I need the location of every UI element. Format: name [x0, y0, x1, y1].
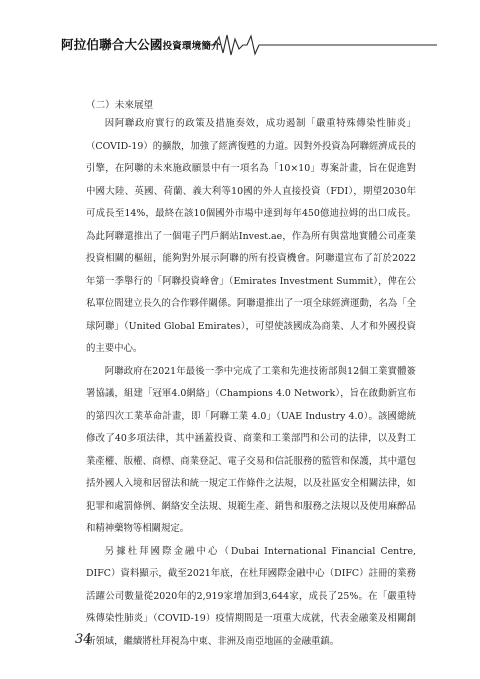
header-title-sub: 投資環境簡介: [162, 41, 221, 52]
page-number: 34: [75, 632, 92, 647]
heartbeat-line-icon: [207, 33, 437, 57]
paragraph-1: 因阿聯政府實行的政策及措施奏效，成功遏制「嚴重特殊傳染性肺炎」（COVID-19）的擴散，加強了經濟復甦的力道。因對外投資為阿聯經濟成長的引擎，在阿聯的未來施政願景中有一項名為「10×10」專案計畫，旨在促進對中國大陸、英國、荷蘭、義大利等10國的外人直接投資（FDI），期望2030年可成長至14%，最終在該10個國外市場中達到每年450億迪拉姆的出口成長。為此阿聯還推出了一個電子門戶網站Invest.ae，作為所有與當地實體公司產業投資相關的樞紐，能夠對外展示阿聯的所有投資機會。阿聯還宣布了訂於2022年第一季舉行的「阿聯投資峰會」（Emirates Investment Summit），俾在公私單位間建立長久的合作夥伴關係。阿聯還推出了一項全球經濟運動，名為「全球阿聯」（United Global Emirates），可望使該國成為商業、人才和外國投資的主要中心。: [86, 118, 416, 354]
header-title: [61, 35, 221, 53]
paragraph-2: 阿聯政府在2021年最後一季中完成了工業和先進技術部與12個工業實體簽署協議，組建「冠軍4.0網絡」（Champions 4.0 Network），旨在啟動新宣布的第四次工業革命計畫，即「阿聯工業 4.0」（UAE Industry 4.0）。該國總統修改了40多項法律，其中涵蓋投資、商業和工業部門和公司的法律，以及對工業產權、版權、商標、商業登記、電子交易和信託服務的監管和保護，其中還包括外國人入境和居留法和統一規定工作條件之法規，以及社區安全相關法律，如犯罪和處罰條例、網絡安全法規、規範生產、銷售和服務之法規以及使用麻醉品和精神藥物等相關規定。: [86, 365, 416, 534]
body-text: [86, 113, 416, 653]
running-header: [57, 33, 437, 57]
paragraph-3: 另據杜拜國際金融中心（Dubai International Financial Centre, DIFC）資料顯示，截至2021年底，在杜拜國際金融中心（DIFC）註冊的業務活躍公司數量從2020年的2,919家增加到3,644家，成長了25%。在「嚴重特殊傳染性肺炎」（COVID-19）疫情期間是一項重大成就，代表金融業及相關創新領域，繼續將杜拜視為中東、非洲及南亞地區的金融重鎮。: [86, 545, 416, 647]
section-heading: （二）未來展望: [86, 100, 154, 111]
header-title-main: 阿拉伯聯合大公國: [61, 37, 163, 52]
